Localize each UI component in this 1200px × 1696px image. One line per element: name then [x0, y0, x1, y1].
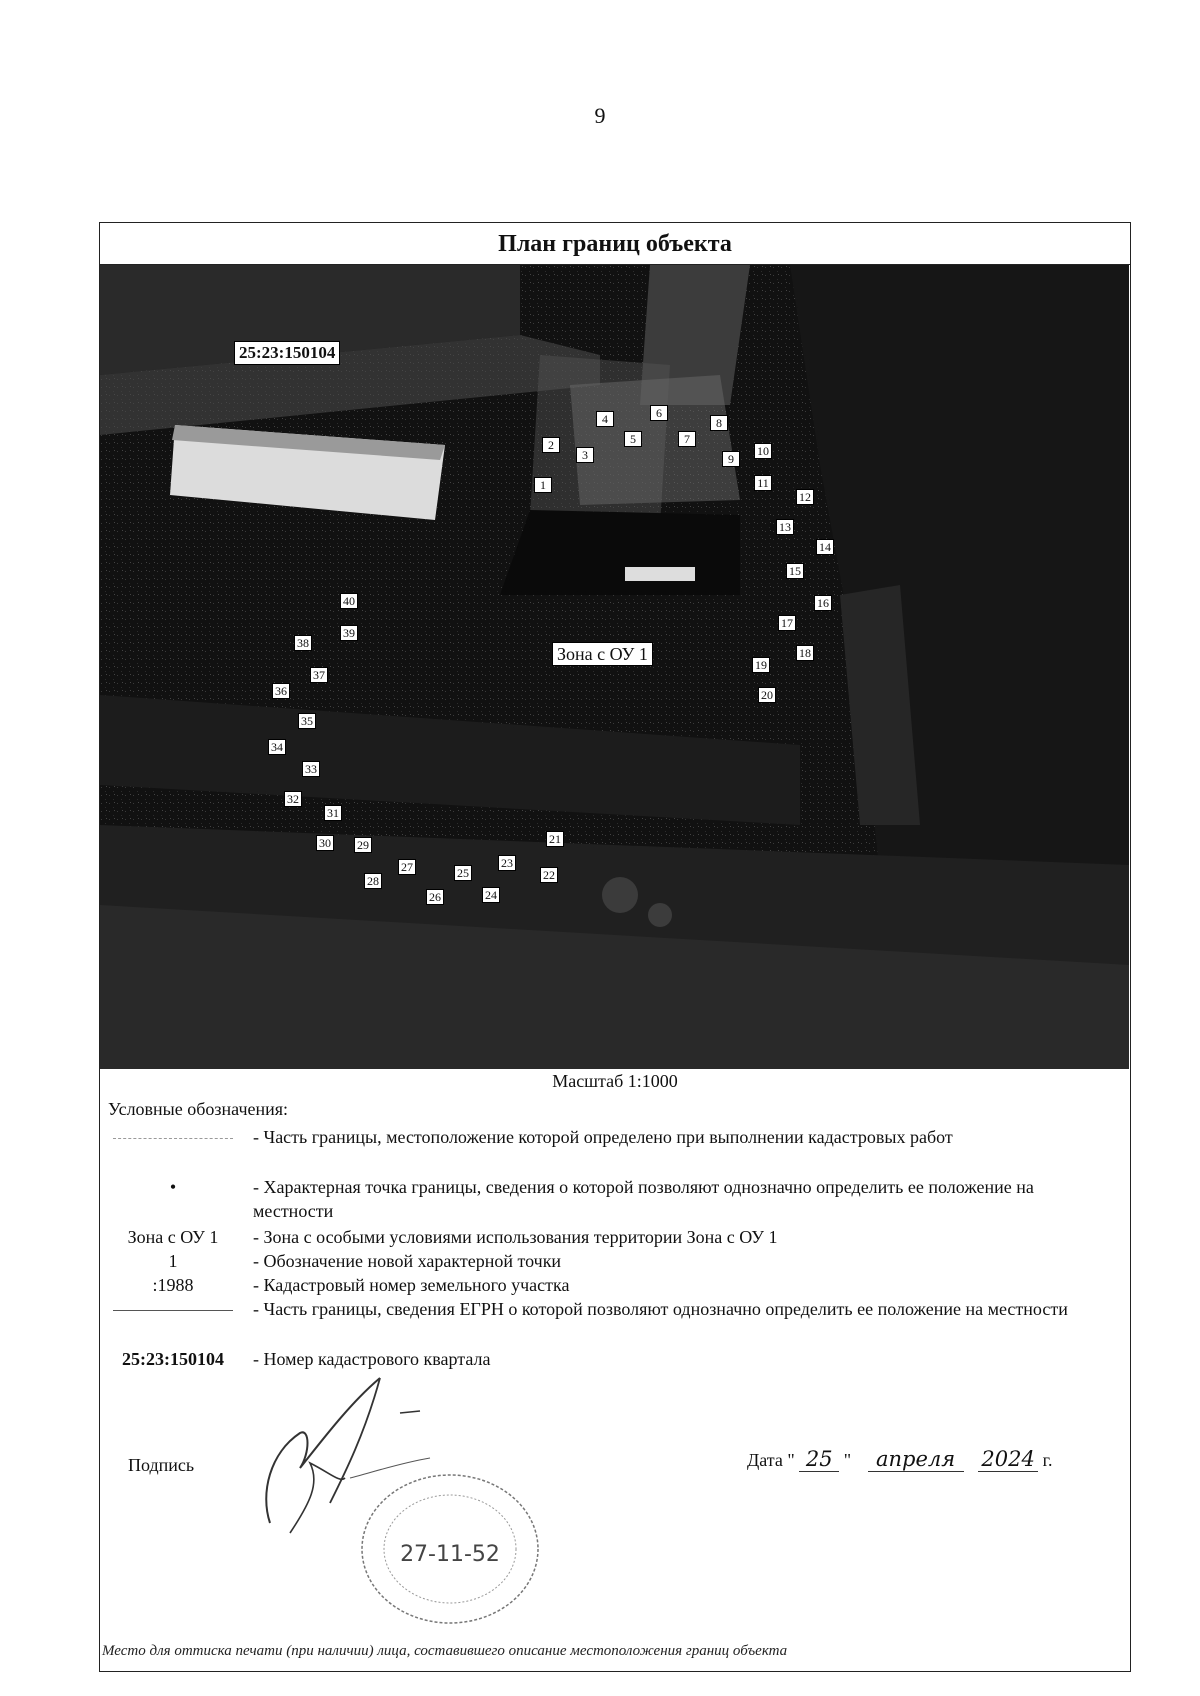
- point-label: 35: [298, 713, 316, 729]
- point-label: 29: [354, 837, 372, 853]
- signature-label: Подпись: [128, 1455, 195, 1475]
- scale-label: Масштаб 1:1000: [552, 1071, 678, 1091]
- point-label: 21: [546, 831, 564, 847]
- point-label: 7: [678, 431, 696, 447]
- point-label: 28: [364, 873, 382, 889]
- point-label: 14: [816, 539, 834, 555]
- legend-symbol-zone: Зона с ОУ 1: [127, 1227, 219, 1247]
- legend-text: - Характерная точка границы, сведения о которой позволяют однозначно определить ее положение на местности: [253, 1177, 1034, 1221]
- point-label: 6: [650, 405, 668, 421]
- date-day: 25: [799, 1447, 839, 1472]
- aerial-photo-background: [100, 265, 1129, 1069]
- legend-symbol-parcel: :1988: [152, 1275, 194, 1295]
- date-year-suffix: г.: [1042, 1450, 1053, 1470]
- point-label: 20: [758, 687, 776, 703]
- point-label: 16: [814, 595, 832, 611]
- point-label: 32: [284, 791, 302, 807]
- point-label: 8: [710, 415, 728, 431]
- legend-text: - Часть границы, местоположение которой определено при выполнении кадастровых работ: [253, 1127, 953, 1147]
- plan-frame: [99, 222, 1131, 1672]
- legend-text: - Зона с особыми условиями использования территории Зона с ОУ 1: [253, 1227, 778, 1247]
- legend-symbol-point-number: 1: [168, 1251, 178, 1271]
- point-label: 31: [324, 805, 342, 821]
- legend-symbol-point: •: [169, 1177, 177, 1197]
- quarter-label: 25:23:150104: [234, 341, 340, 365]
- legend-text: - Кадастровый номер земельного участка: [253, 1275, 570, 1295]
- point-label: 12: [796, 489, 814, 505]
- point-label: 3: [576, 447, 594, 463]
- point-label: 33: [302, 761, 320, 777]
- legend-symbol-dashed-line: [108, 1125, 238, 1149]
- date-line: [747, 1447, 1052, 1472]
- date-day-close: ": [843, 1450, 852, 1470]
- legend-text: - Обозначение новой характерной точки: [253, 1251, 562, 1271]
- point-label: 1: [534, 477, 552, 493]
- legend-symbol-solid-line: [108, 1297, 238, 1321]
- point-label: 36: [272, 683, 290, 699]
- point-label: 9: [722, 451, 740, 467]
- point-label: 17: [778, 615, 796, 631]
- point-label: 34: [268, 739, 286, 755]
- point-label: 10: [754, 443, 772, 459]
- point-label: 22: [540, 867, 558, 883]
- date-year: 2024: [978, 1447, 1038, 1472]
- legend-text: - Часть границы, сведения ЕГРН о которой позволяют однозначно определить ее положение на местности: [253, 1299, 1068, 1319]
- point-label: 18: [796, 645, 814, 661]
- point-label: 26: [426, 889, 444, 905]
- point-label: 19: [752, 657, 770, 673]
- legend-text: - Номер кадастрового квартала: [253, 1349, 491, 1369]
- page-number: 9: [594, 103, 606, 128]
- point-label: 15: [786, 563, 804, 579]
- point-label: 2: [542, 437, 560, 453]
- seal-stamp: [355, 1469, 545, 1629]
- point-label: 27: [398, 859, 416, 875]
- stamp-number: 27-11-52: [400, 1542, 500, 1567]
- zone-label: Зона с ОУ 1: [552, 642, 653, 666]
- point-label: 4: [596, 411, 614, 427]
- point-label: 11: [754, 475, 772, 491]
- date-prefix: Дата ": [747, 1450, 795, 1470]
- point-label: 30: [316, 835, 334, 851]
- plan-title: План границ объекта: [100, 223, 1130, 265]
- point-label: 39: [340, 625, 358, 641]
- point-label: 23: [498, 855, 516, 871]
- legend-symbol-quarter: 25:23:150104: [122, 1349, 224, 1369]
- point-label: 13: [776, 519, 794, 535]
- legend-title: Условные обозначения:: [108, 1099, 289, 1119]
- point-label: 40: [340, 593, 358, 609]
- point-label: 24: [482, 887, 500, 903]
- aerial-map: [100, 265, 1129, 1069]
- date-month: апреля: [868, 1447, 964, 1472]
- point-label: 25: [454, 865, 472, 881]
- point-label: 37: [310, 667, 328, 683]
- footer-note: Место для оттиска печати (при наличии) лица, составившего описание местоположения границ объекта: [102, 1643, 788, 1659]
- point-label: 5: [624, 431, 642, 447]
- point-label: 38: [294, 635, 312, 651]
